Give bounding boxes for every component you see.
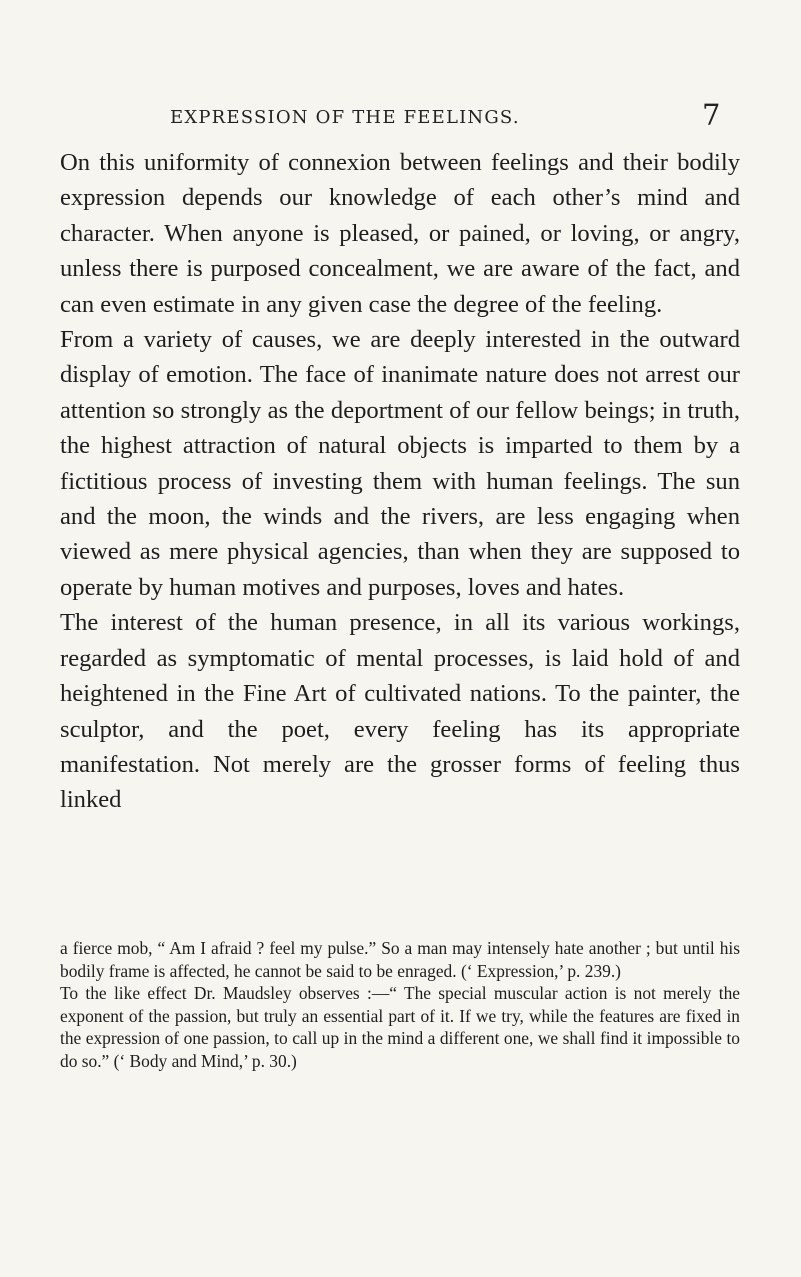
page-number: 7 [702, 98, 721, 132]
footnote-continuation: a fierce mob, “ Am I afraid ? feel my pulse.” So a man may intensely hate another ; but until his bodily frame is affected, he cannot be said to be enraged. (‘ Expression,’ p. 239.) [60, 938, 740, 981]
body-text [60, 145, 740, 818]
running-title: EXPRESSION OF THE FEELINGS. [170, 107, 520, 128]
paragraph-uniformity: On this uniformity of connexion between feelings and their bodily expression depends our knowledge of each other’s mind and character. When anyone is pleased, or pained, or loving, or angry, unless there is purposed concealment, we are aware of the fact, and can even estimate in any given case the degree of the feeling. [60, 149, 740, 318]
footnote-maudsley: To the like effect Dr. Maudsley observes :—“ The special muscular action is not merely the exponent of the passion, but truly an essential part of it. If we try, while the features are fixed in the expression of one passion, to call up in the mind a different one, we shall find it impossible to do so.” (‘ Body and Mind,’ p. 30.) [60, 983, 740, 1071]
paragraph-outward-display: From a variety of causes, we are deeply interested in the outward display of emotion. The face of inanimate nature does not arrest our attention so strongly as the deportment of our fellow beings; in truth, the highest attraction of natural objects is imparted to them by a fictitious process of investing them with human feelings. The sun and the moon, the winds and the rivers, are less engaging when viewed as mere physical agencies, than when they are supposed to operate by human motives and purposes, loves and hates. [60, 326, 740, 601]
paragraph-fine-art: The interest of the human presence, in all its various workings, regarded as symptomatic of mental processes, is laid hold of and heightened in the Fine Art of cultivated nations. To the painter, the sculptor, and the poet, every feeling has its appropriate manifestation. Not merely are the grosser forms of feeling thus linked [60, 609, 740, 814]
footnotes [60, 937, 740, 1073]
